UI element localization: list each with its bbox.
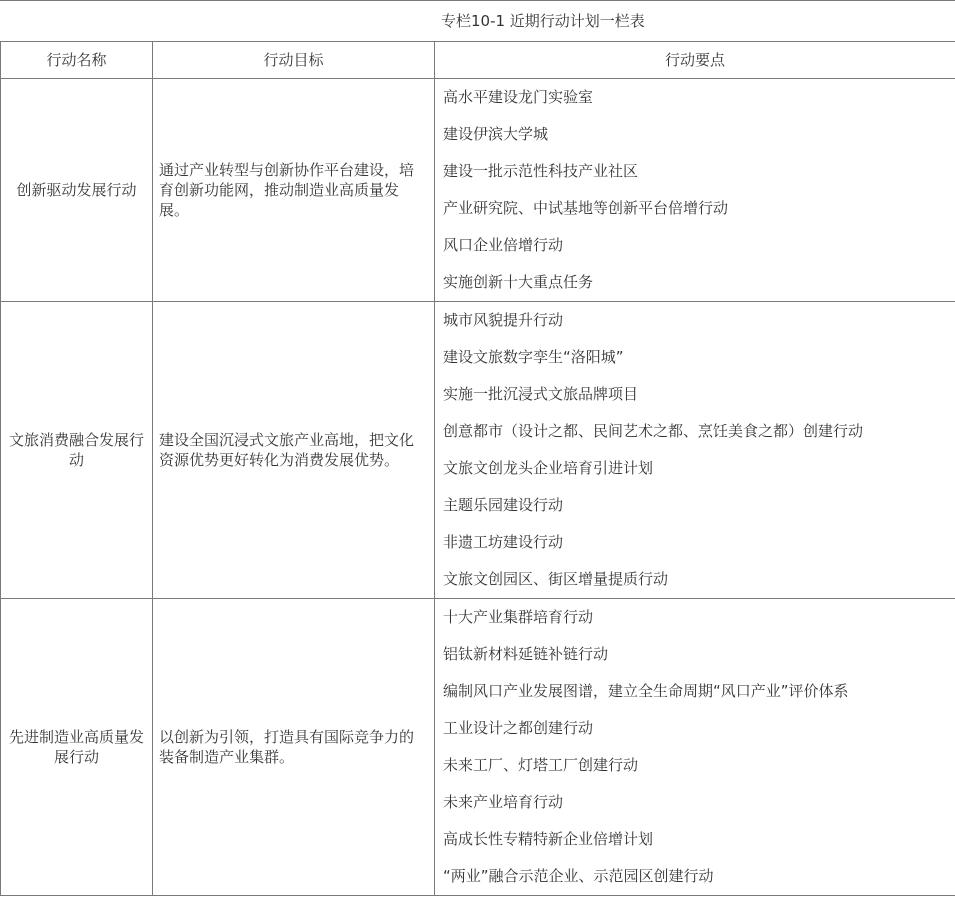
list-item: 工业设计之都创建行动 [443, 719, 594, 737]
list-item: 城市风貌提升行动 [443, 311, 564, 329]
list-item: “两业”融合示范企业、示范园区创建行动 [443, 867, 714, 885]
list-item: 编制风口产业发展图谱，建立全生命周期“风口产业”评价体系 [443, 682, 849, 700]
table-title-row [1, 1, 955, 42]
action-points [435, 599, 955, 896]
list-item: 铝钛新材料延链补链行动 [443, 645, 609, 663]
list-item: 实施一批沉浸式文旅品牌项目 [443, 385, 639, 403]
list-item: 主题乐园建设行动 [443, 496, 564, 514]
list-item: 十大产业集群培育行动 [443, 608, 594, 626]
table-row [1, 599, 955, 896]
list-item: 实施创新十大重点任务 [443, 273, 594, 291]
list-item: 高成长性专精特新企业倍增计划 [443, 830, 654, 848]
table-row [1, 79, 955, 302]
list-item: 创意都市（设计之都、民间艺术之都、烹饪美食之都）创建行动 [443, 422, 864, 440]
action-name: 先进制造业高质量发展行动 [1, 599, 153, 896]
list-item: 产业研究院、中试基地等创新平台倍增行动 [443, 199, 729, 217]
list-item: 建设文旅数字孪生“洛阳城” [443, 348, 624, 366]
action-points [435, 79, 955, 302]
list-item: 风口企业倍增行动 [443, 236, 564, 254]
list-item: 未来工厂、灯塔工厂创建行动 [443, 756, 639, 774]
list-item: 文旅文创园区、街区增量提质行动 [443, 570, 669, 588]
action-name: 创新驱动发展行动 [1, 79, 153, 302]
list-item: 未来产业培育行动 [443, 793, 564, 811]
list-item: 高水平建设龙门实验室 [443, 88, 594, 106]
table-header-row [1, 42, 955, 79]
list-item: 非遗工坊建设行动 [443, 533, 564, 551]
action-goal: 以创新为引领，打造具有国际竞争力的装备制造产业集群。 [153, 599, 435, 896]
header-action-name: 行动名称 [1, 42, 153, 79]
action-points [435, 302, 955, 599]
list-item: 建设一批示范性科技产业社区 [443, 162, 639, 180]
list-item: 建设伊滨大学城 [443, 125, 549, 143]
action-name: 文旅消费融合发展行动 [1, 302, 153, 599]
header-action-goal: 行动目标 [153, 42, 435, 79]
header-action-points: 行动要点 [435, 42, 955, 79]
table-row [1, 302, 955, 599]
list-item: 文旅文创龙头企业培育引进计划 [443, 459, 654, 477]
action-goal: 通过产业转型与创新协作平台建设，培育创新功能网，推动制造业高质量发展。 [153, 79, 435, 302]
action-goal: 建设全国沉浸式文旅产业高地，把文化资源优势更好转化为消费发展优势。 [153, 302, 435, 599]
table-title: 专栏10-1 近期行动计划一栏表 [1, 1, 955, 42]
